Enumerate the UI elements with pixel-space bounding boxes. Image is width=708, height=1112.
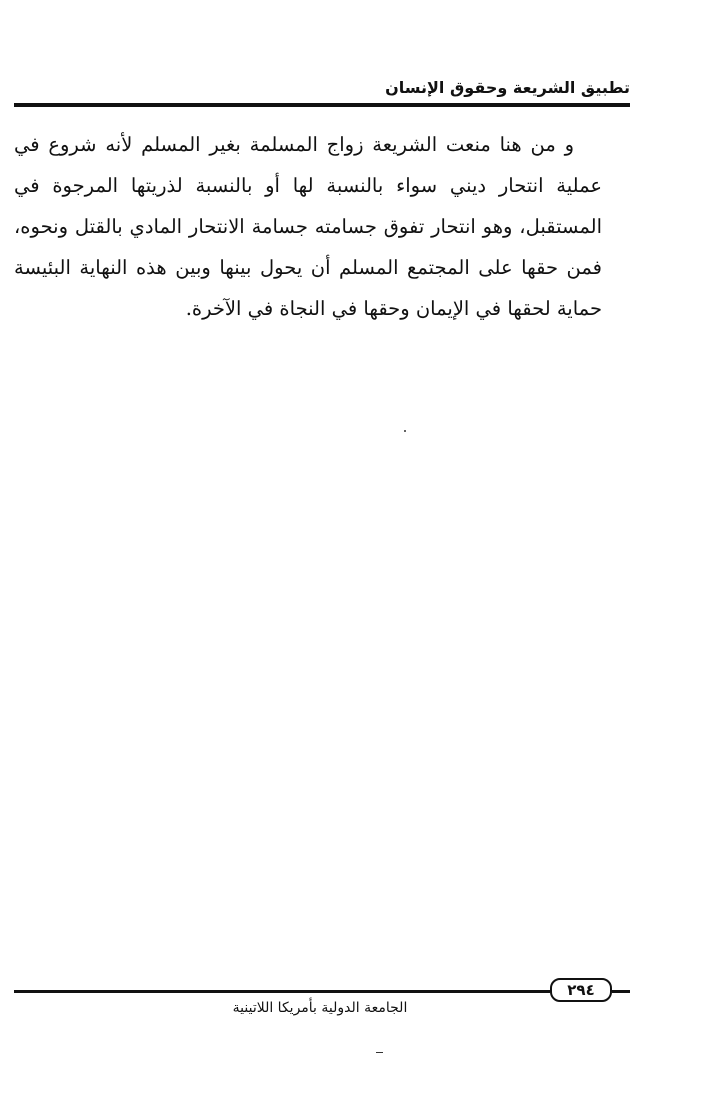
body-paragraph: و من هنا منعت الشريعة زواج المسلمة بغير المسلم لأنه شروع في عملية انتحار ديني سواء بالنسبة لها أو بالنسبة لذريتها المرجوة في المستقبل، وهو انتحار تفوق جسامته جسامة الانتحار المادي بالقتل ونحوه، فمن حقها على المجتمع المسلم أن يحول بينها وبين هذه النهاية البئيسة حماية لحقها في الإيمان وحقها في النجاة في الآخرة.	[14, 133, 602, 320]
stray-mark	[376, 1052, 383, 1053]
page-body	[14, 124, 602, 329]
page-number: ٢٩٤	[550, 978, 612, 1002]
running-header-title: تطبيق الشريعة وحقوق الإنسان	[385, 78, 630, 97]
header-rule	[14, 103, 630, 107]
footer-rule	[14, 990, 550, 993]
footer-rule-end	[612, 990, 630, 993]
publisher-name: الجامعة الدولية بأمريكا اللاتينية	[232, 1000, 408, 1016]
stray-dot	[404, 430, 406, 432]
